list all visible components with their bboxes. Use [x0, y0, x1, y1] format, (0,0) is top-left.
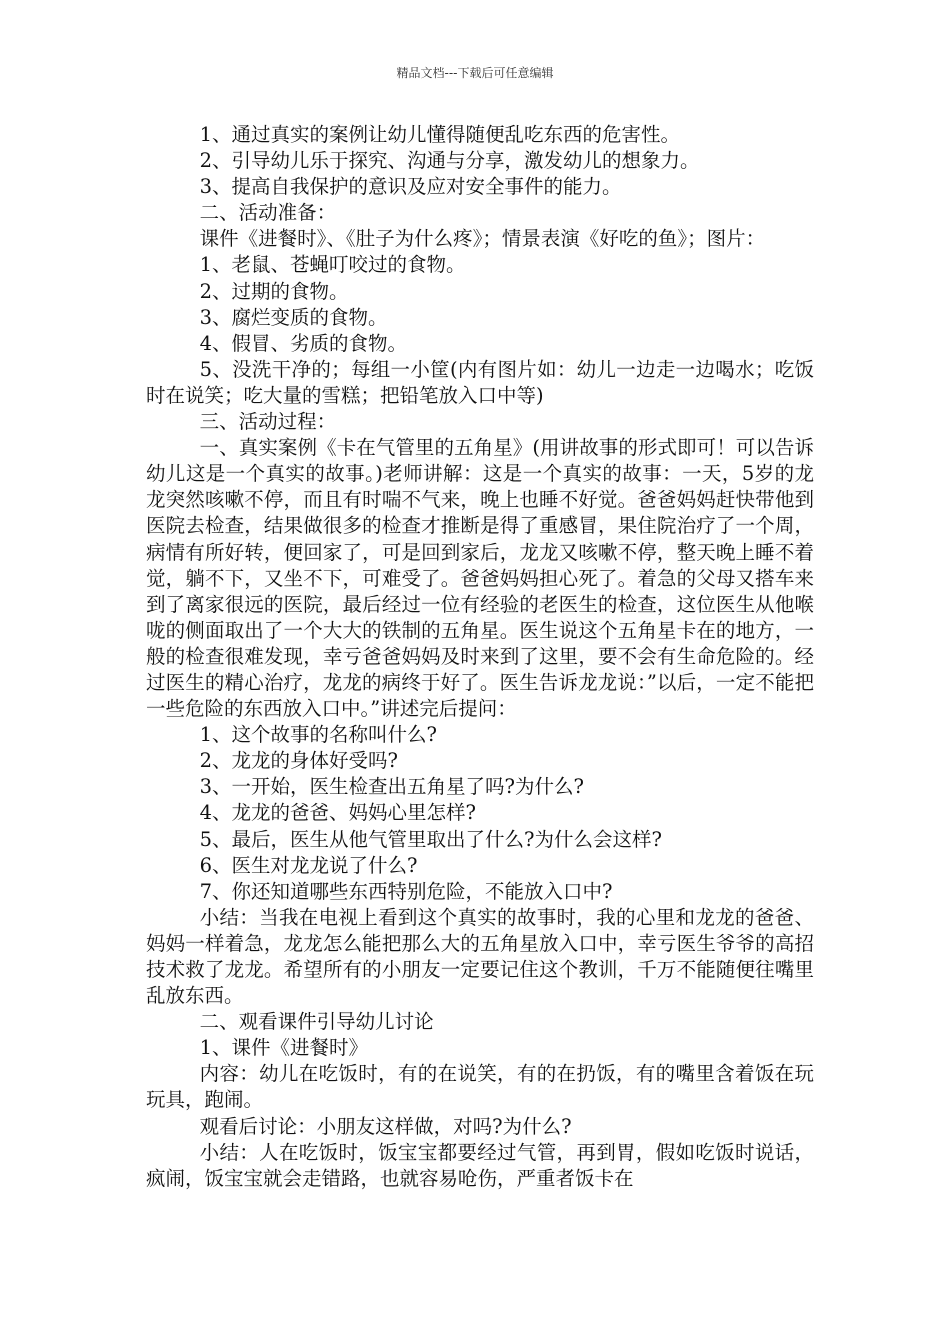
page-header: 精品文档---下载后可任意编辑: [396, 66, 554, 80]
paragraph: 3、一开始，医生检查出五角星了吗?为什么?: [199, 775, 584, 799]
paragraph: 一、真实案例《卡在气管里的五角星》(用讲故事的形式即可！可以告诉幼儿这是一个真实的故事。)老师讲解：这是一个真实的故事：一天，5岁的龙龙突然咳嗽不停，而且有时喘不气来，晚上也睡不好觉。爸爸妈妈赶快带他到医院去检查，结果做很多的检查才推断是得了重感冒，果住院治疗了一个周，病情有所好转，便回家了，可是回到家后，龙龙又咳嗽不停，整天晚上睡不着觉，躺不下，又坐不下，可难受了。爸爸妈妈担心死了。着急的父母又搭车来到了离家很远的医院，最后经过一位有经验的老医生的检查，这位医生从他喉咙的侧面取出了一个大大的铁制的五角星。医生说这个五角星卡在的地方，一般的检查很难发现，幸亏爸爸妈妈及时来到了这里，要不会有生命危险的。经过医生的精心治疗，龙龙的病终于好了。医生告诉龙龙说：”以后，一定不能把一些危险的东西放入口中。”讲述完后提问：: [146, 436, 814, 721]
paragraph: 2、过期的食物。: [199, 279, 349, 303]
paragraph: 1、课件《进餐时》: [199, 1036, 369, 1060]
section-heading: 二、观看课件引导幼儿讨论: [199, 1010, 434, 1034]
paragraph: 3、提高自我保护的意识及应对安全事件的能力。: [199, 175, 622, 199]
paragraph: 1、这个故事的名称叫什么?: [199, 723, 437, 747]
paragraph: 课件《进餐时》、《肚子为什么疼》；情景表演《好吃的鱼》；图片：: [199, 227, 766, 251]
paragraph: 7、你还知道哪些东西特别危险，不能放入口中?: [199, 879, 613, 903]
paragraph: 5、最后，医生从他气管里取出了什么?为什么会这样?: [199, 827, 662, 851]
paragraph: 1、老鼠、苍蝇叮咬过的食物。: [199, 253, 466, 277]
paragraph: 5、没洗干净的；每组一小筐(内有图片如：幼儿一边走一边喝水；吃饭时在说笑；吃大量的雪糕；把铅笔放入口中等): [146, 357, 814, 407]
paragraph: 4、假冒、劣质的食物。: [199, 331, 408, 355]
paragraph: 内容：幼儿在吃饭时，有的在说笑，有的在扔饭，有的嘴里含着饭在玩玩具，跑闹。: [146, 1062, 814, 1112]
paragraph: 小结：人在吃饭时，饭宝宝都要经过气管，再到胃，假如吃饭时说话，疯闹，饭宝宝就会走错路，也就容易呛伤，严重者饭卡在: [146, 1140, 814, 1190]
document-body: [146, 122, 814, 1192]
paragraph: 3、腐烂变质的食物。: [199, 305, 388, 329]
paragraph: 6、医生对龙龙说了什么?: [199, 853, 418, 877]
section-heading: 三、活动过程：: [199, 410, 337, 434]
paragraph: 2、龙龙的身体好受吗?: [199, 749, 398, 773]
paragraph: 2、引导幼儿乐于探究、沟通与分享，激发幼儿的想象力。: [199, 149, 700, 173]
paragraph: 小结：当我在电视上看到这个真实的故事时，我的心里和龙龙的爸爸、妈妈一样着急，龙龙怎么能把那么大的五角星放入口中，幸亏医生爷爷的高招技术救了龙龙。希望所有的小朋友一定要记住这个教训，千万不能随便往嘴里乱放东西。: [146, 905, 814, 1008]
paragraph: 1、通过真实的案例让幼儿懂得随便乱吃东西的危害性。: [199, 123, 681, 146]
paragraph: 4、龙龙的爸爸、妈妈心里怎样?: [199, 801, 476, 825]
paragraph: 观看后讨论：小朋友这样做，对吗?为什么?: [199, 1114, 572, 1138]
section-heading: 二、活动准备：: [199, 201, 337, 225]
